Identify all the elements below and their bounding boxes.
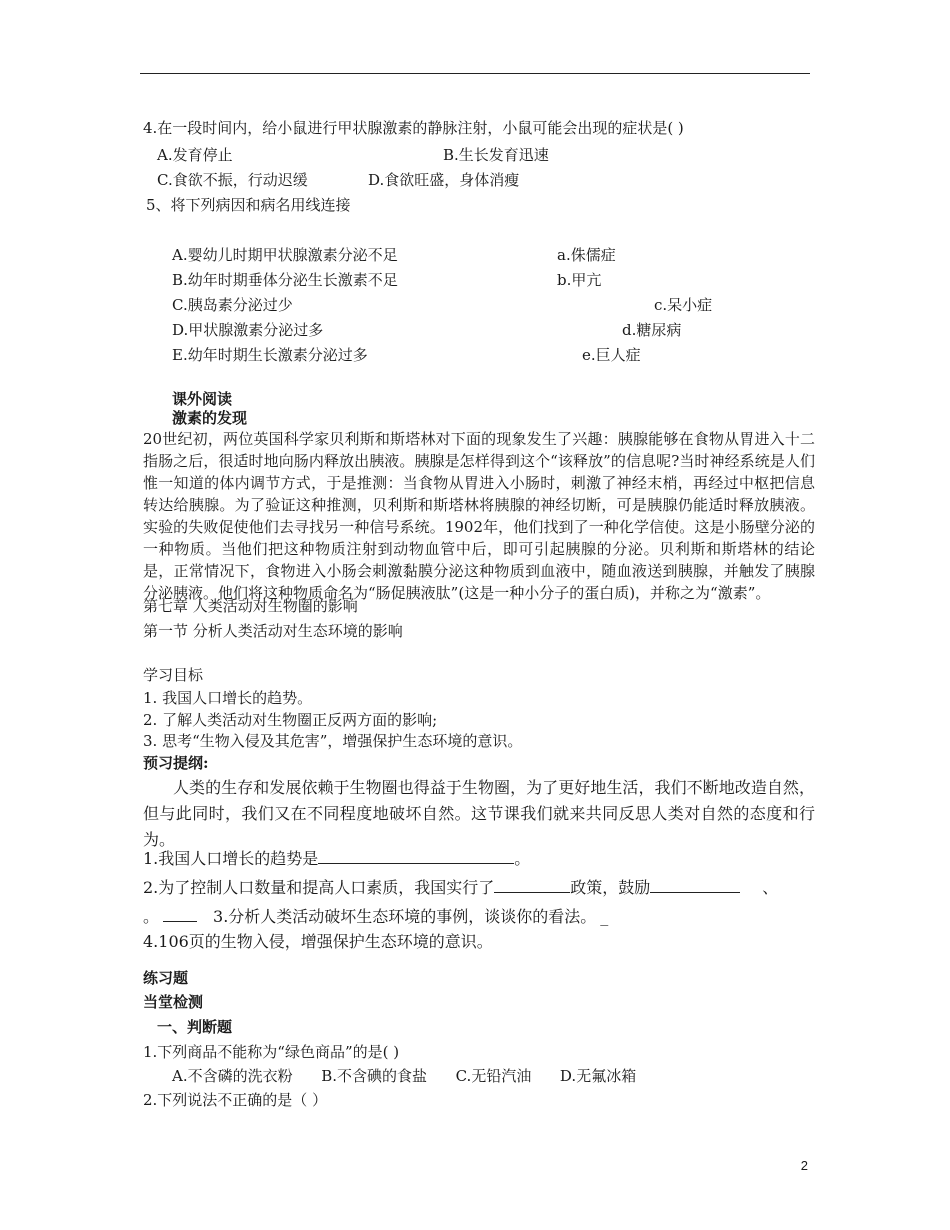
q5-disease-a: a.侏儒症 bbox=[557, 246, 616, 264]
practice-subheading: 当堂检测 bbox=[143, 993, 204, 1011]
q5-stem: 5、将下列病因和病名用线连接 bbox=[146, 196, 351, 214]
q4-stem: 4.在一段时间内，给小鼠进行甲状腺激素的静脉注射，小鼠可能会出现的症状是( ) bbox=[143, 119, 684, 137]
outline-q2-end: 、 bbox=[762, 878, 779, 897]
outline-q1-end: 。 bbox=[514, 849, 531, 868]
q5-cause-b: B.幼年时期垂体分泌生长激素不足 bbox=[172, 271, 398, 289]
fill-blank[interactable] bbox=[650, 877, 740, 893]
page-number: 2 bbox=[800, 1158, 808, 1173]
practice-q1: 1.下列商品不能称为“绿色商品”的是( ) bbox=[143, 1043, 400, 1061]
outline-heading: 预习提纲: bbox=[143, 754, 209, 772]
goal-item: 1. 我国人口增长的趋势。 bbox=[143, 689, 313, 707]
outline-q1-text: 1.我国人口增长的趋势是 bbox=[143, 849, 319, 868]
chapter-title: 第七章 人类活动对生物圈的影响 bbox=[143, 597, 358, 615]
q4-option-c: C.食欲不振，行动迟缓 bbox=[157, 171, 308, 189]
goals-heading: 学习目标 bbox=[143, 666, 204, 684]
q5-cause-e: E.幼年时期生长激素分泌过多 bbox=[172, 346, 368, 364]
reading-body: 20世纪初，两位英国科学家贝利斯和斯塔林对下面的现象发生了兴趣：胰腺能够在食物从胃进入十二指肠之后，很适时地向肠内释放出胰液。胰腺是怎样得到这个“该释放”的信息呢?当时神经系统是人们惟一知道的体内调节方式，于是推测：当食物从胃进入小肠时，刺激了神经末梢，再经过中枢把信息转达给胰腺。为了验证这种推测，贝利斯和斯塔林将胰腺的神经切断，可是胰腺仍能适时释放胰液。实验的失败促使他们去寻找另一种信号系统。1902年，他们找到了一种化学信使。这是小肠壁分泌的一种物质。当他们把这种物质注射到动物血管中后，即可引起胰腺的分泌。贝利斯和斯塔林的结论是，正常情况下，食物进入小肠会刺激黏膜分泌这种物质到血液中，随血液送到胰腺，并触发了胰腺分泌胰液。他们将这种物质命名为“肠促胰液肽”(这是一种小分子的蛋白质)，并称之为“激素”。 bbox=[143, 430, 815, 602]
practice-heading: 练习题 bbox=[143, 969, 189, 987]
outline-q3-text: 3.分析人类活动破坏生态环境的事例，谈谈你的看法。 bbox=[213, 907, 597, 926]
outline-q3-end: _ bbox=[600, 907, 609, 926]
q4-option-d: D.食欲旺盛，身体消瘦 bbox=[368, 171, 520, 189]
outline-q2-mid: 政策，鼓励 bbox=[570, 878, 651, 897]
section-title: 第一节 分析人类活动对生态环境的影响 bbox=[143, 622, 403, 640]
fill-blank[interactable] bbox=[494, 877, 570, 893]
outline-q2-q3 bbox=[143, 906, 608, 927]
q5-disease-d: d.糖尿病 bbox=[622, 321, 682, 339]
q5-disease-b: b.甲亢 bbox=[557, 271, 602, 289]
fill-blank[interactable] bbox=[163, 906, 197, 922]
outline-q2-cont: 。 bbox=[143, 907, 160, 926]
reading-heading: 课外阅读 bbox=[172, 390, 233, 408]
outline-intro: 人类的生存和发展依赖于生物圈也得益于生物圈，为了更好地生活，我们不断地改造自然，但与此同时，我们又在不同程度地破坏自然。这节课我们就来共同反思人类对自然的态度和行为。 bbox=[143, 778, 815, 849]
q5-disease-e: e.巨人症 bbox=[582, 346, 641, 364]
outline-q1 bbox=[143, 848, 530, 869]
goal-item: 3. 思考“生物入侵及其危害”，增强保护生态环境的意识。 bbox=[143, 732, 523, 750]
q5-cause-c: C.胰岛素分泌过少 bbox=[172, 296, 293, 314]
fill-blank[interactable] bbox=[318, 848, 514, 864]
practice-q2: 2.下列说法不正确的是（ ） bbox=[143, 1091, 328, 1109]
q4-option-b: B.生长发育迅速 bbox=[443, 146, 549, 164]
header-rule bbox=[140, 73, 810, 74]
outline-q4: 4.106页的生物入侵，增强保护生态环境的意识。 bbox=[143, 932, 493, 951]
q5-cause-a: A.婴幼儿时期甲状腺激素分泌不足 bbox=[172, 246, 398, 264]
practice-q1-options: A.不含磷的洗衣粉 B.不含碘的食盐 C.无铅汽油 D.无氟冰箱 bbox=[172, 1067, 637, 1085]
goal-item: 2. 了解人类活动对生物圈正反两方面的影响; bbox=[143, 711, 438, 729]
outline-q2-text: 2.为了控制人口数量和提高人口素质，我国实行了 bbox=[143, 878, 495, 897]
q4-option-a: A.发育停止 bbox=[157, 146, 233, 164]
outline-q2 bbox=[143, 877, 778, 898]
reading-title: 激素的发现 bbox=[172, 409, 248, 427]
q5-cause-d: D.甲状腺激素分泌过多 bbox=[172, 321, 324, 339]
q5-disease-c: c.呆小症 bbox=[654, 296, 713, 314]
practice-part-title: 一、判断题 bbox=[157, 1018, 233, 1036]
